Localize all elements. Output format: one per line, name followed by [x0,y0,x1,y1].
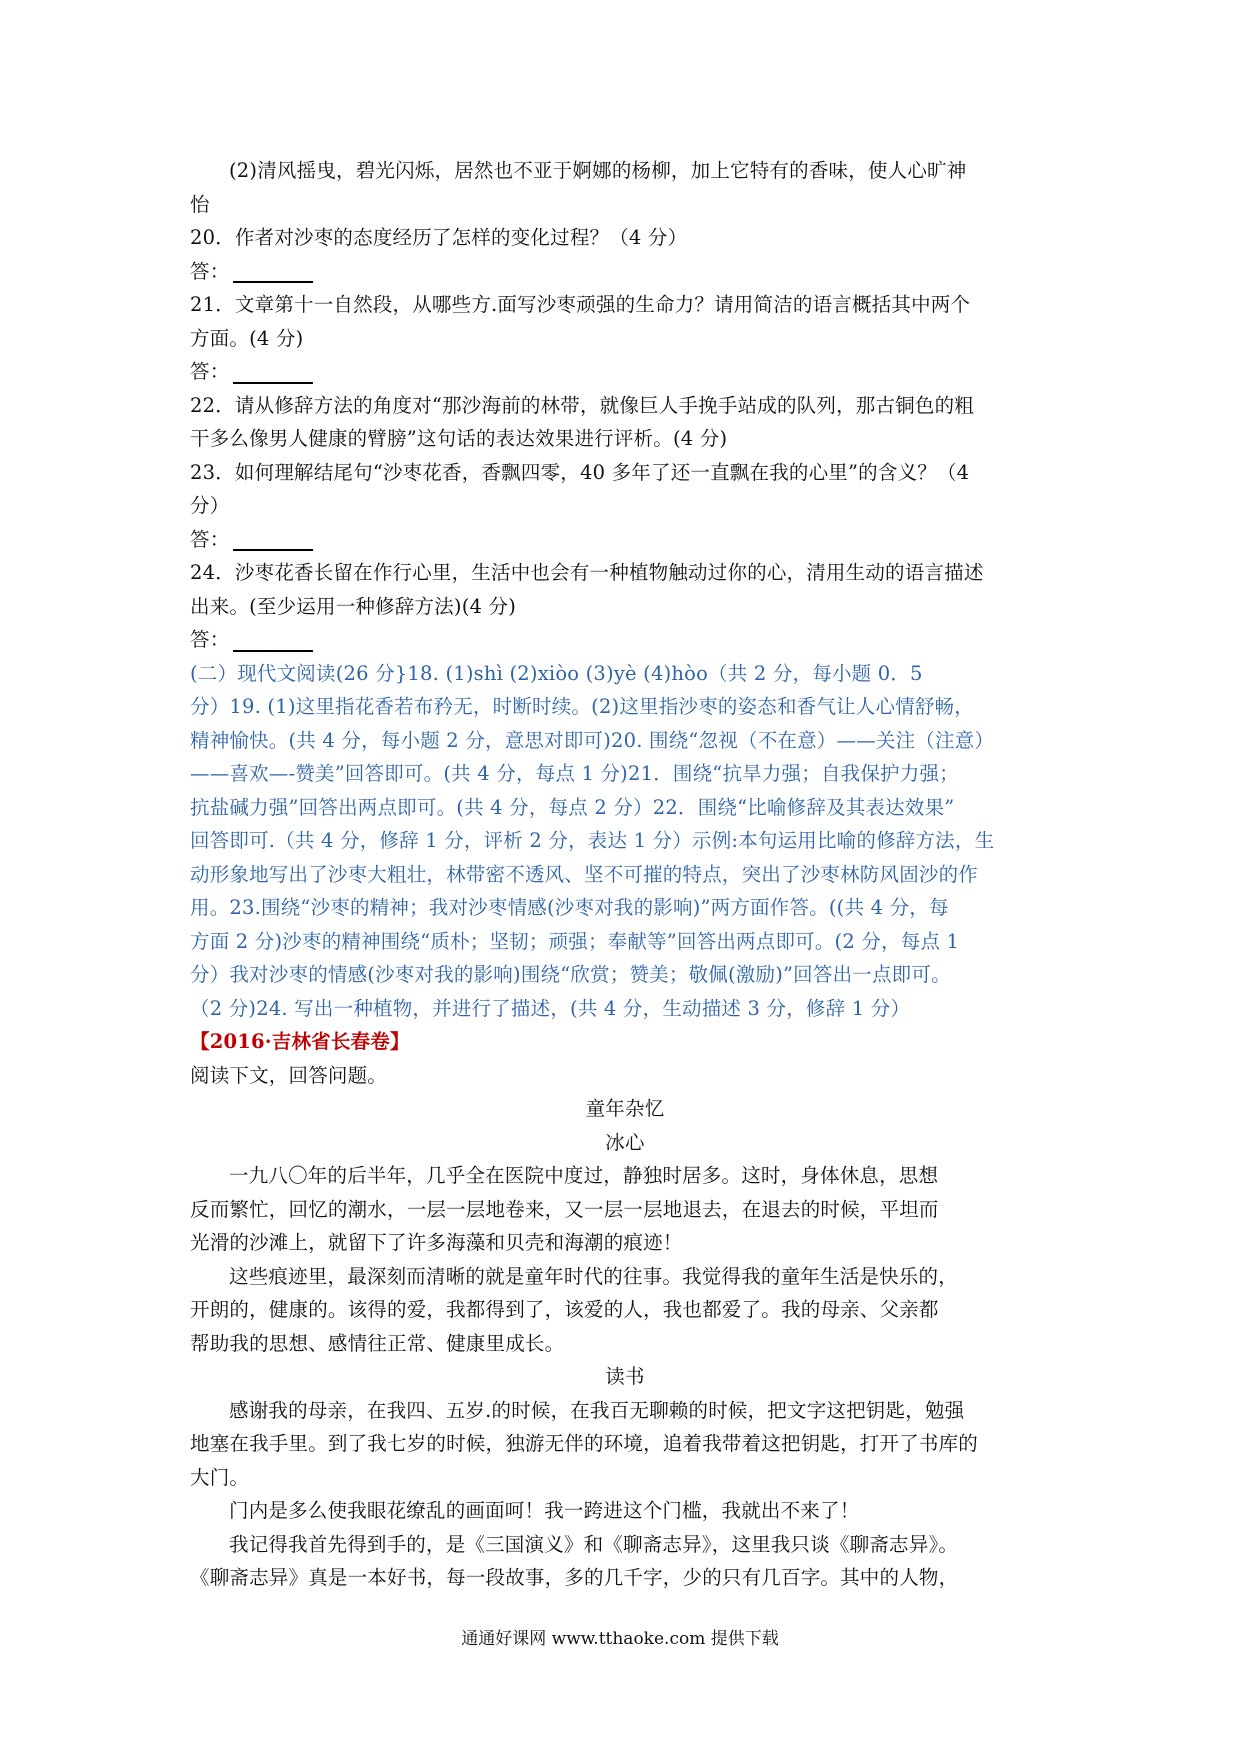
answer-key-line: （2 分)24. 写出一种植物，并进行了描述，(共 4 分，生动描述 3 分，修辞 1 分） [190,996,911,1020]
answer-key-line: 抗盐碱力强”回答出两点即可。(共 4 分，每点 2 分）22．围绕“比喻修辞及其表达效果” [190,795,955,819]
answer-key-line: 用。23.围绕“沙枣的精神；我对沙枣情感(沙枣对我的影响)”两方面作答。((共 4 分，每 [190,896,949,919]
question-19-item2-line2: 怡 [190,192,210,216]
reading-instruction: 阅读下文，回答问题。 [190,1063,388,1087]
answer-label: 答： [190,360,230,383]
question-20: 20．作者对沙枣的态度经历了怎样的变化过程？（4 分） [190,226,688,249]
answer-blank[interactable] [233,527,313,551]
question-22-line1: 22．请从修辞方法的角度对“那沙海前的林带，就像巨人手挽手站成的队列，那古铜色的粗 [190,393,974,417]
paragraph-line: 光滑的沙滩上，就留下了许多海藻和贝壳和海潮的痕迹！ [190,1231,683,1254]
answer-key-line: 动形象地写出了沙枣大粗壮，林带密不透风、坚不可摧的特点，突出了沙枣林防风固沙的作 [190,862,979,886]
answer-key-line: (二）现代文阅读(26 分}18. (1)shì (2)xiòo (3)yè (4)hòo（共 2 分，每小题 0．5 [190,661,923,685]
answer-blank[interactable] [233,259,313,283]
paragraph-line: 大门。 [190,1465,250,1489]
paragraph-line: 开朗的，健康的。该得的爱，我都得到了，该爱的人，我也都爱了。我的母亲、父亲都 [190,1298,939,1321]
answer-line-23 [190,523,1060,557]
answer-line-21 [190,355,1060,389]
paragraph-line: 感谢我的母亲，在我四、五岁.的时候，在我百无聊赖的时候，把文字这把钥匙，勉强 [229,1398,965,1422]
answer-key-line: 回答即可.（共 4 分，修辞 1 分，评析 2 分，表达 1 分）示例:本句运用比喻的修辞方法，生 [190,829,995,852]
source-tag: 【2016·吉林省长春卷】 [190,1030,410,1053]
paragraph-line: 反而繁忙，回忆的潮水，一层一层地卷来，又一层一层地退去，在退去的时候，平坦而 [190,1197,939,1221]
paragraph-line: 《聊斋志异》真是一本好书，每一段故事，多的几千字，少的只有几百字。其中的人物， [190,1566,959,1589]
question-24-line2: 出来。(至少运用一种修辞方法)(4 分) [190,594,517,618]
answer-blank[interactable] [233,360,313,384]
paragraph-line: 我记得我首先得到手的，是《三国演义》和《聊斋志异》，这里我只谈《聊斋志异》。 [229,1532,959,1556]
answer-key-line: 精神愉快。(共 4 分，每小题 2 分，意思对即可)20. 围绕“忽视（不在意）——关注（注意） [190,728,995,752]
essay-paragraph [190,1260,1060,1361]
essay-paragraph [190,1394,1060,1495]
answer-line-24 [190,623,1060,657]
answer-line-20 [190,255,1060,289]
answer-blank[interactable] [233,628,313,652]
section-title: 读书 [605,1365,645,1388]
essay-paragraph [190,1159,1060,1260]
answer-key-line: 分）我对沙枣的情感(沙枣对我的影响)围绕“欣赏；赞美；敬佩(激励)”回答出一点即可。 [190,963,951,986]
answer-key-line: 分）19. (1)这里指花香若布矜无，时断时续。(2)这里指沙枣的姿态和香气让人心情舒畅， [190,695,974,718]
paragraph-line: 这些痕迹里，最深刻而清晰的就是童年时代的往事。我觉得我的童年生活是快乐的， [229,1264,958,1288]
answer-key [190,657,1060,1026]
answer-label: 答： [190,628,230,651]
paragraph-line: 一九八〇年的后半年，几乎全在医院中度过，静独时居多。这时，身体休息，思想 [229,1164,939,1187]
document-body [190,154,1060,1595]
paragraph-line: 地塞在我手里。到了我七岁的时候，独游无伴的环境，追着我带着这把钥匙，打开了书库的 [190,1432,979,1455]
question-22-line2: 干多么像男人健康的臂膀”这句话的表达效果进行评析。(4 分) [190,427,728,450]
essay-author: 冰心 [605,1130,645,1154]
question-23-line2: 分） [190,494,230,517]
essay-paragraph [190,1528,1060,1595]
answer-label: 答： [190,527,230,551]
question-21-line1: 21．文章第十一自然段，从哪些方.面写沙枣顽强的生命力？请用简洁的语言概括其中两个 [190,293,971,316]
question-24-line1: 24．沙枣花香长留在作行心里，生活中也会有一种植物触动过你的心，清用生动的语言描述 [190,561,984,584]
question-19-item2-line1: (2)清风摇曳，碧光闪烁，居然也不亚于婀娜的杨柳，加上它特有的香味，使人心旷神 [229,159,967,182]
paragraph-line: 门内是多么使我眼花缭乱的画面呵！我一跨进这个门槛，我就出不来了！ [229,1499,860,1522]
essay-title: 童年杂忆 [585,1097,665,1120]
answer-key-line: ——喜欢—-赞美”回答即可。(共 4 分，每点 1 分)21．围绕“抗旱力强；自我保护力强； [190,762,959,785]
answer-key-line: 方面 2 分)沙枣的精神围绕“质朴；坚韧；顽强；奉献等”回答出两点即可。(2 分，每点 1 [190,929,960,953]
answer-label: 答： [190,259,230,283]
page-footer: 通通好课网 www.tthaoke.com 提供下载 [461,1629,779,1649]
question-23-line1: 23．如何理解结尾句“沙枣花香，香飘四零，40 多年了还一直飘在我的心里”的含义？（4 [190,460,970,484]
paragraph-line: 帮助我的思想、感情往正常、健康里成长。 [190,1331,565,1355]
question-21-line2: 方面。(4 分) [190,326,304,350]
